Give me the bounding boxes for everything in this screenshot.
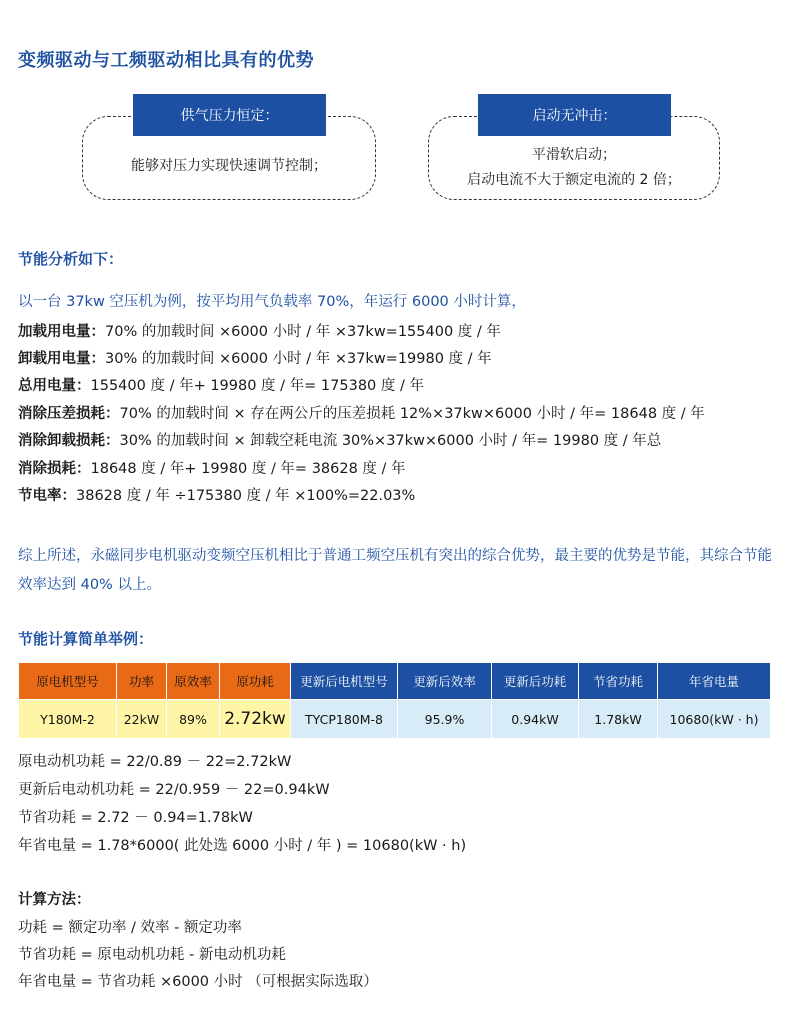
table-header-cell: 节省功耗	[579, 663, 658, 700]
calc-line-saved: 节省功耗 = 2.72 － 0.94=1.78kW	[18, 810, 253, 826]
advantage-tag-pressure: 供气压力恒定：	[133, 94, 326, 136]
example-heading: 节能计算简单举例：	[18, 630, 154, 648]
analysis-item-load	[18, 320, 501, 341]
advantage-tag-startup: 启动无冲击：	[478, 94, 671, 136]
analysis-item-text: 30% 的加载时间 ×6000 小时 / 年 ×37kw=19980 度 / 年	[105, 351, 492, 367]
analysis-heading: 节能分析如下：	[18, 250, 124, 268]
analysis-item-text: 30% 的加载时间 × 卸载空耗电流 30%×37kw×6000 小时 / 年= 19980 度 / 年总	[119, 433, 662, 449]
advantage-startup-line-2: 启动电流不大于额定电流的 2 倍；	[467, 172, 681, 188]
table-header-cell: 更新后效率	[398, 663, 492, 700]
method-line-1: 功耗 = 额定功率 / 效率 - 额定功率	[18, 920, 242, 936]
analysis-item-label: 消除卸载损耗：	[18, 433, 120, 449]
analysis-item-label: 消除压差损耗：	[18, 406, 120, 422]
analysis-item-saving-rate	[18, 484, 415, 505]
analysis-item-label: 卸载用电量：	[18, 351, 105, 367]
page-title: 变频驱动与工频驱动相比具有的优势	[18, 50, 314, 71]
table-header-cell: 更新后电机型号	[291, 663, 398, 700]
table-header-row	[19, 663, 771, 700]
analysis-item-text: 38628 度 / 年 ÷175380 度 / 年 ×100%=22.03%	[76, 488, 416, 504]
calc-line-original: 原电动机功耗 = 22/0.89 － 22=2.72kW	[18, 754, 292, 770]
table-cell: 0.94kW	[492, 700, 579, 739]
table-row	[19, 700, 771, 739]
table-cell: 2.72kw	[220, 700, 291, 739]
analysis-item-text: 155400 度 / 年+ 19980 度 / 年= 175380 度 / 年	[90, 378, 424, 394]
analysis-item-text: 18648 度 / 年+ 19980 度 / 年= 38628 度 / 年	[90, 461, 406, 477]
table-header-cell: 原效率	[167, 663, 220, 700]
calc-line-annual: 年省电量 = 1.78*6000( 此处选 6000 小时 / 年 ) = 10680(kW · h)	[18, 838, 467, 854]
example-table	[18, 662, 771, 739]
summary-paragraph: 综上所述，永磁同步电机驱动变频空压机相比于普通工频空压机有突出的综合优势，最主要的优势是节能，其综合节能效率达到 40% 以上。	[18, 548, 772, 593]
table-cell: 22kW	[117, 700, 167, 739]
advantage-pressure-line-1: 能够对压力实现快速调节控制；	[131, 158, 327, 174]
advantage-startup-line-1: 平滑软启动；	[532, 147, 616, 163]
analysis-intro: 以一台 37kw 空压机为例，按平均用气负载率 70%，年运行 6000 小时计算，	[18, 294, 526, 310]
method-line-2: 节省功耗 = 原电动机功耗 - 新电动机功耗	[18, 947, 286, 963]
table-header-cell: 原电机型号	[19, 663, 117, 700]
table-header-cell: 功率	[117, 663, 167, 700]
table-cell: 1.78kW	[579, 700, 658, 739]
analysis-item-label: 节电率：	[18, 488, 76, 504]
table-header-cell: 原功耗	[220, 663, 291, 700]
table-cell: TYCP180M-8	[291, 700, 398, 739]
analysis-item-text: 70% 的加载时间 ×6000 小时 / 年 ×37kw=155400 度 / 年	[105, 324, 501, 340]
analysis-item-text: 70% 的加载时间 × 存在两公斤的压差损耗 12%×37kw×6000 小时 / 年= 18648 度 / 年	[119, 406, 705, 422]
analysis-item-label: 总用电量：	[18, 378, 91, 394]
table-cell: 95.9%	[398, 700, 492, 739]
table-cell: Y180M-2	[19, 700, 117, 739]
method-line-3: 年省电量 = 节省功耗 ×6000 小时 （可根据实际选取）	[18, 974, 378, 990]
calc-line-updated: 更新后电动机功耗 = 22/0.959 － 22=0.94kW	[18, 782, 330, 798]
analysis-item-loss	[18, 457, 406, 478]
analysis-item-label: 消除损耗：	[18, 461, 91, 477]
analysis-item-pressure-loss	[18, 402, 705, 423]
analysis-item-label: 加载用电量：	[18, 324, 105, 340]
table-header-cell: 年省电量	[658, 663, 771, 700]
table-cell: 10680(kW · h)	[658, 700, 771, 739]
table-header-cell: 更新后功耗	[492, 663, 579, 700]
method-heading: 计算方法：	[18, 892, 91, 908]
analysis-item-total	[18, 374, 424, 395]
analysis-item-unload	[18, 347, 492, 368]
analysis-item-unload-loss	[18, 429, 661, 450]
table-cell: 89%	[167, 700, 220, 739]
